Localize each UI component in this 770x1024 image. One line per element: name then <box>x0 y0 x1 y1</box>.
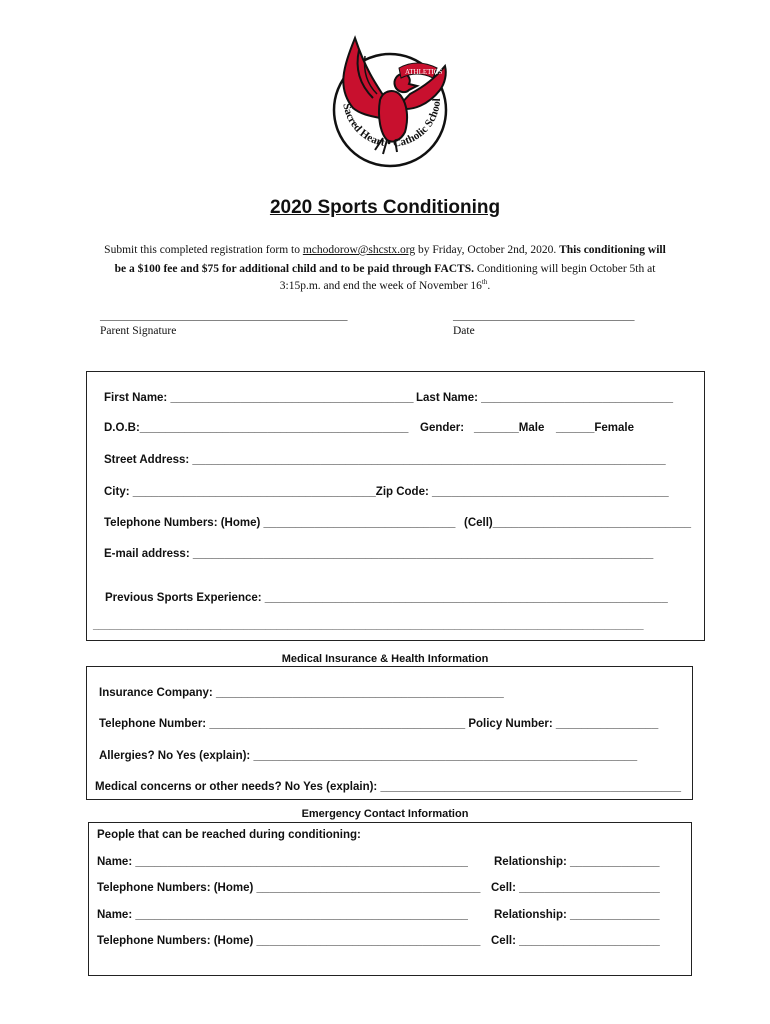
date-line[interactable]: _________________________________ <box>453 310 635 322</box>
emergency-section-header: Emergency Contact Information <box>301 808 469 820</box>
emergency-home-phone-1-field[interactable]: Telephone Numbers: (Home) ___________________________________ <box>97 882 481 894</box>
emergency-name-1-field[interactable]: Name: ____________________________________________________ <box>97 856 468 868</box>
emergency-intro: People that can be reached during conditioning: <box>97 829 361 841</box>
first-name-field[interactable]: First Name: ______________________________________ <box>104 392 414 404</box>
parent-signature-label: Parent Signature <box>100 325 177 337</box>
emergency-cell-2-field[interactable]: Cell: ______________________ <box>491 935 660 947</box>
insurance-company-field[interactable]: Insurance Company: _____________________________________________ <box>99 687 504 699</box>
emergency-home-phone-2-field[interactable]: Telephone Numbers: (Home) ___________________________________ <box>97 935 481 947</box>
city-zip-field[interactable]: City: ______________________________________Zip Code: _____________________________________ <box>104 486 669 498</box>
gender-label: Gender: <box>420 422 465 434</box>
date-label: Date <box>453 325 475 337</box>
emergency-cell-1-field[interactable]: Cell: ______________________ <box>491 882 660 894</box>
email-link[interactable]: mchodorow@shcstx.org <box>302 244 416 256</box>
intro-line-3: 3:15p.m. and end the week of November 16th. <box>279 278 491 292</box>
intro-line-2: be a $100 fee and $75 for additional child and to be paid through FACTS. Conditioning will begin October 5th at <box>114 263 656 275</box>
page-title: 2020 Sports Conditioning <box>269 197 501 218</box>
school-logo <box>325 28 455 188</box>
intro-line-1: Submit this completed registration form to mchodorow@shcstx.org by Friday, October 2nd, 2020. This conditioning will <box>104 244 666 256</box>
last-name-field[interactable]: Last Name: ______________________________ <box>416 392 674 404</box>
logo-banner-text: ATHLETICS <box>405 68 443 76</box>
logo-arc-text: Sacred Heart • Catholic School <box>340 98 444 150</box>
email-field[interactable]: E-mail address: ________________________________________________________________________ <box>104 548 654 560</box>
dob-field[interactable]: D.O.B:__________________________________________ <box>104 422 409 434</box>
medical-concerns-field[interactable]: Medical concerns or other needs? No Yes (explain): _______________________________________________ <box>95 781 682 793</box>
street-address-field[interactable]: Street Address: __________________________________________________________________________ <box>104 454 666 466</box>
gender-male-option[interactable]: _______Male <box>474 422 545 434</box>
cell-phone-field[interactable]: (Cell)_______________________________ <box>464 517 692 529</box>
home-phone-field[interactable]: Telephone Numbers: (Home) ______________________________ <box>104 517 456 529</box>
emergency-info-box <box>88 822 692 976</box>
sports-experience-line-2[interactable]: ___________________________________________________________________________________________________ <box>93 620 644 631</box>
emergency-relationship-2-field[interactable]: Relationship: ______________ <box>494 909 660 921</box>
gender-female-option[interactable]: ______Female <box>556 422 635 434</box>
allergies-field[interactable]: Allergies? No Yes (explain): ____________________________________________________________ <box>99 750 638 762</box>
parent-signature-line[interactable]: _____________________________________________ <box>100 310 348 322</box>
medical-section-header: Medical Insurance & Health Information <box>281 653 489 665</box>
insurance-phone-field[interactable]: Telephone Number: ________________________________________ Policy Number: ________________ <box>99 718 659 730</box>
emergency-relationship-1-field[interactable]: Relationship: ______________ <box>494 856 660 868</box>
emergency-name-2-field[interactable]: Name: ____________________________________________________ <box>97 909 468 921</box>
sports-experience-field[interactable]: Previous Sports Experience: _______________________________________________________________ <box>105 592 668 604</box>
